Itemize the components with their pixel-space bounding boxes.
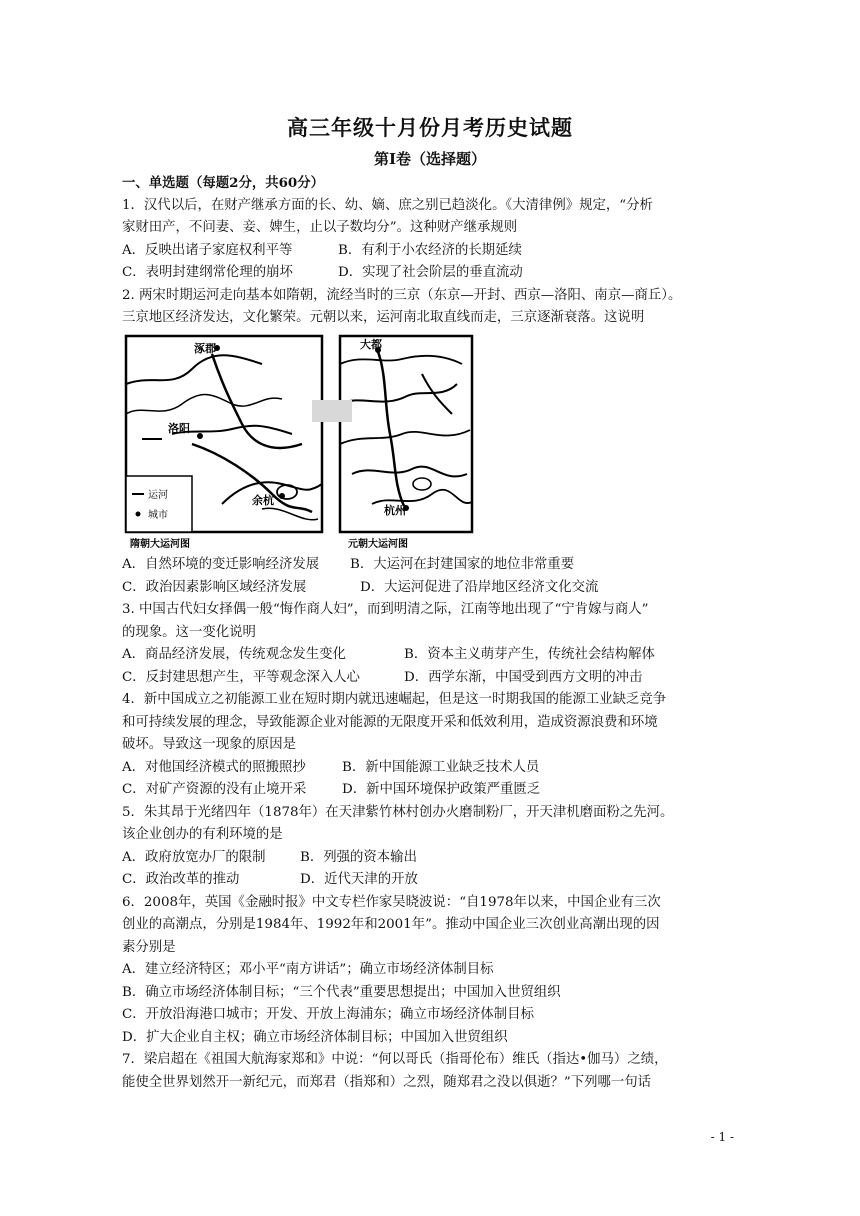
q2-option-a: A．自然环境的变迁影响经济发展 bbox=[122, 557, 320, 572]
sui-map-caption: 隋朝大运河图 bbox=[130, 539, 190, 550]
q3-option-d: D．西学东渐，中国受到西方文明的冲击 bbox=[404, 669, 643, 685]
legend-city-label: 城市 bbox=[148, 510, 168, 521]
q5-option-b: B．列强的资本输出 bbox=[300, 849, 417, 865]
q7-stem-line-2: 能使全世界划然开一新纪元，而郑君（指郑和）之烈，随郑君之没以俱逝？”下列哪一句话 bbox=[122, 1074, 652, 1090]
q6-option-d: D．扩大企业自主权；确立市场经济体制目标；中国加入世贸组织 bbox=[122, 1029, 508, 1045]
q3-option-b: B．资本主义萌芽产生，传统社会结构解体 bbox=[404, 647, 655, 662]
q5-option-c: C．政治改革的推动 bbox=[122, 872, 240, 887]
section-heading: 一、单选题（每题2分，共60分） bbox=[122, 175, 325, 191]
sui-mid-city-label: 洛阳 bbox=[168, 422, 190, 435]
q1-option-d: D．实现了社会阶层的垂直流动 bbox=[338, 265, 523, 280]
q2-option-b: B．大运河在封建国家的地位非常重要 bbox=[350, 557, 575, 572]
q7-stem-line-1: 7．梁启超在《祖国大航海家郑和》中说：“何以哥氏（指哥伦布）维氏（指达•伽马）之绩， bbox=[122, 1052, 668, 1067]
q1-stem-line-1: 1．汉代以后，在财产继承方面的长、幼、嫡、庶之别已趋淡化。《大清律例》规定，“分析 bbox=[122, 197, 653, 213]
q1-options-row-2 bbox=[122, 262, 742, 285]
questions-block-2 bbox=[122, 554, 742, 1094]
q1-option-a: A．反映出诸子家庭权利平等 bbox=[122, 242, 293, 258]
q4-option-d: D．新中国环境保护政策严重匮乏 bbox=[342, 782, 541, 797]
q2-option-d: D．大运河促进了沿岸地区经济文化交流 bbox=[360, 579, 599, 595]
q1-stem-line-2: 家财田产，不问妻、妾、婢生，止以子数均分”。这种财产继承规则 bbox=[122, 220, 518, 235]
q6-stem-line-2: 创业的高潮点，分别是1984年、1992年和2001年”。推动中国企业三次创业高潮出现的因 bbox=[122, 917, 660, 932]
q5-option-d: D．近代天津的开放 bbox=[300, 872, 418, 887]
sui-map-legend bbox=[126, 476, 192, 532]
q5-stem-line-2: 该企业创办的有利环境的是 bbox=[122, 827, 283, 842]
questions-block-1 bbox=[122, 172, 742, 330]
q4-option-b: B．新中国能源工业缺乏技术人员 bbox=[342, 759, 540, 775]
q5-option-a: A．政府放宽办厂的限制 bbox=[122, 849, 266, 865]
q4-stem-line-2: 和可持续发展的理念，导致能源企业对能源的无限度开采和低效利用，造成资源浪费和环境 bbox=[122, 714, 658, 730]
blurred-patch bbox=[312, 400, 352, 422]
legend-canal-label: 运河 bbox=[148, 490, 168, 501]
q2-options-row-2 bbox=[122, 577, 742, 600]
q2-option-c: C．政治因素影响区域经济发展 bbox=[122, 579, 307, 595]
q2-options-row-1 bbox=[122, 554, 742, 577]
page-number: - 1 - bbox=[710, 1130, 734, 1144]
q2-stem-line-1: 2. 两宋时期运河走向基本如隋朝，流经当时的三京（东京—开封、西京—洛阳、南京—商丘）。 bbox=[122, 287, 682, 303]
q3-option-c: C．反封建思想产生，平等观念深入人心 bbox=[122, 669, 360, 685]
q4-option-a: A．对他国经济模式的照搬照抄 bbox=[122, 759, 306, 775]
q3-options-row-2 bbox=[122, 667, 742, 690]
q3-options-row-1 bbox=[122, 644, 742, 667]
q6-stem-line-3: 素分别是 bbox=[122, 939, 176, 955]
q6-option-a: A．建立经济特区；邓小平“南方讲话”；确立市场经济体制目标 bbox=[122, 962, 494, 977]
q4-stem-line-1: 4．新中国成立之初能源工业在短时期内就迅速崛起，但是这一时期我国的能源工业缺乏竞争 bbox=[122, 692, 667, 707]
q4-options-row-1 bbox=[122, 757, 742, 780]
yuan-south-city-label: 杭州 bbox=[384, 504, 406, 517]
q5-stem-line-1: 5．朱其昂于光绪四年（1878年）在天津紫竹林村创办火磨制粉厂，开天津机磨面粉之先河。 bbox=[122, 804, 674, 820]
q5-options-row-2 bbox=[122, 869, 742, 892]
q4-stem-line-3: 破坏。导致这一现象的原因是 bbox=[122, 737, 297, 752]
q3-option-a: A．商品经济发展，传统观念发生变化 bbox=[122, 647, 346, 662]
q5-options-row-1 bbox=[122, 847, 742, 870]
page-subtitle: 第Ⅰ卷（选择题） bbox=[373, 150, 487, 168]
yuan-canal-map bbox=[340, 336, 472, 550]
q3-stem-line-1: 3. 中国古代妇女择偶一般“悔作商人妇”，而到明清之际，江南等地出现了“宁肯嫁与商人” bbox=[122, 602, 649, 617]
q6-stem-line-1: 6．2008年，英国《金融时报》中文专栏作家吴晓波说：“自1978年以来，中国企业有三次 bbox=[122, 894, 661, 910]
sui-north-city-label: 涿郡 bbox=[194, 342, 216, 355]
q2-stem-line-2: 三京地区经济发达，文化繁荣。元朝以来，运河南北取直线而走，三京逐渐衰落。这说明 bbox=[122, 310, 645, 325]
sui-canal-map bbox=[126, 336, 322, 550]
q4-options-row-2 bbox=[122, 779, 742, 802]
q6-option-c: C．开放沿海港口城市；开发、开放上海浦东；确立市场经济体制目标 bbox=[122, 1007, 534, 1022]
grand-canal-maps-figure bbox=[122, 334, 482, 552]
city-legend-icon bbox=[136, 512, 141, 517]
yuan-north-city-label: 大都 bbox=[360, 338, 382, 351]
q6-option-b: B．确立市场经济体制目标；“三个代表”重要思想提出；中国加入世贸组织 bbox=[122, 984, 561, 1000]
page-title: 高三年级十月份月考历史试题 bbox=[287, 116, 573, 140]
q3-stem-line-2: 的现象。这一变化说明 bbox=[122, 624, 256, 640]
q1-option-c: C．表明封建纲常伦理的崩坏 bbox=[122, 265, 293, 280]
q4-option-c: C．对矿产资源的没有止境开采 bbox=[122, 782, 307, 797]
q1-option-b: B．有利于小农经济的长期延续 bbox=[338, 242, 522, 258]
yuan-map-caption: 元朝大运河图 bbox=[348, 539, 408, 550]
q1-options-row-1 bbox=[122, 240, 742, 263]
sui-south-city-label: 余杭 bbox=[252, 494, 274, 507]
